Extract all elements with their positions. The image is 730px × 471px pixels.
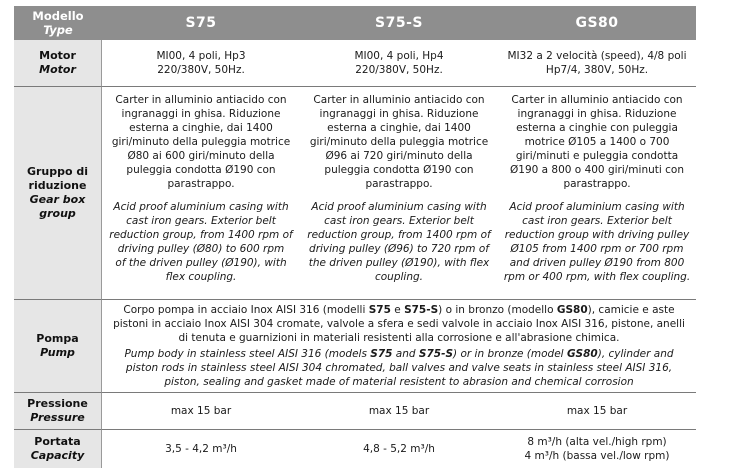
text-run: piston rods in stainless steel AISI 304 chromated, ball valves and valve seats in stainless steel AISI 316, <box>125 362 673 374</box>
capacity-s75s <box>300 430 498 468</box>
motor-row <box>14 40 696 87</box>
text-line: esterna a cinghie con puleggia <box>516 122 678 134</box>
text-line <box>108 317 690 331</box>
text-line: 4,8 - 5,2 m³/h <box>363 443 435 455</box>
capacity-label-en: Capacity <box>30 449 85 462</box>
motor-gs80-line: Hp7/4, 380V, 50Hz. <box>545 64 649 76</box>
text-run: and <box>392 348 419 360</box>
capacity-s75 <box>102 430 300 468</box>
pump-english <box>108 347 690 389</box>
model-name: GS80 <box>566 348 598 360</box>
text-line <box>108 303 690 317</box>
pump-label-en: Pump <box>40 346 75 359</box>
text-line: Acid proof aluminium casing with <box>509 201 685 213</box>
pressure-label-en: Pressure <box>30 411 85 424</box>
motor-s75 <box>102 40 300 87</box>
text-line: Ø105 from 1400 rpm or 700 rpm <box>510 243 684 255</box>
text-line: esterna a cinghie, dai 1400 <box>327 122 471 134</box>
gearbox-s75-english <box>102 200 300 284</box>
pump-row <box>14 300 696 393</box>
motor-s75-line: MI00, 4 poli, Hp3 <box>156 50 246 62</box>
motor-s75-line: 220/380V, 50Hz. <box>157 64 245 76</box>
pump-italian <box>108 303 690 345</box>
gearbox-gs80-italian <box>498 93 696 191</box>
text-line <box>108 361 690 375</box>
gearbox-gs80 <box>498 87 696 300</box>
gearbox-s75s-italian <box>300 93 498 191</box>
text-run: Corpo pompa in acciaio Inox AISI 316 (modelli <box>123 304 369 316</box>
text-run: ), cylinder and <box>597 348 674 360</box>
text-line: motrice Ø105 a 1400 o 700 <box>524 136 670 148</box>
text-line <box>108 375 690 389</box>
text-line: 4 m³/h (bassa vel./low rpm) <box>524 450 670 462</box>
text-run: ) or in bronze (model <box>453 348 567 360</box>
gearbox-label-en: Gear box group <box>29 193 86 220</box>
text-line: 3,5 - 4,2 m³/h <box>165 443 237 455</box>
text-line: Carter in alluminio antiacido con <box>115 94 287 106</box>
text-run: ), camicie e aste <box>587 304 675 316</box>
text-line: parastrappo. <box>365 178 433 190</box>
text-line: giri/minuto della puleggia motrice <box>309 136 489 148</box>
pressure-s75s: max 15 bar <box>300 393 498 430</box>
text-line: Carter in alluminio antiacido con <box>511 94 683 106</box>
text-line: driving pulley (Ø80) to 600 rpm <box>117 243 285 255</box>
pressure-label <box>14 393 102 430</box>
text-line: 8 m³/h (alta vel./high rpm) <box>527 436 667 448</box>
motor-s75s-line: 220/380V, 50Hz. <box>355 64 443 76</box>
motor-label-it: Motor <box>39 49 76 62</box>
motor-gs80 <box>498 40 696 87</box>
text-line: cast iron gears. Exterior belt <box>126 215 276 227</box>
spec-table <box>14 6 696 468</box>
model-name: S75 <box>370 348 393 360</box>
text-line: parastrappo. <box>563 178 631 190</box>
model-name: S75-S <box>404 304 439 316</box>
text-run: e <box>390 304 405 316</box>
pump-label <box>14 300 102 393</box>
motor-label <box>14 40 102 87</box>
text-line: ingranaggi in ghisa. Riduzione <box>121 108 281 120</box>
motor-gs80-line: MI32 a 2 velocità (speed), 4/8 poli <box>507 50 687 62</box>
pressure-gs80: max 15 bar <box>498 393 696 430</box>
text-line: and driven pulley Ø190 from 800 <box>509 257 685 269</box>
motor-label-en: Motor <box>39 63 76 76</box>
gearbox-s75-italian <box>102 93 300 191</box>
text-line: giri/minuti e puleggia condotta <box>515 150 679 162</box>
text-line: reduction group with driving pulley <box>504 229 690 241</box>
pressure-row <box>14 393 696 430</box>
text-run: pistoni in acciaio Inox AISI 304 cromate, valvole a sfera e sedi valvole in acciaio Inox AISI 316, pistone, anelli <box>113 318 685 330</box>
pressure-s75: max 15 bar <box>102 393 300 430</box>
text-line: reduction group, from 1400 rpm of <box>109 229 293 241</box>
capacity-row <box>14 430 696 468</box>
gearbox-s75s <box>300 87 498 300</box>
motor-s75s-line: MI00, 4 poli, Hp4 <box>354 50 444 62</box>
text-line: Carter in alluminio antiacido con <box>313 94 485 106</box>
model-header <box>14 6 102 40</box>
text-line: ingranaggi in ghisa. Riduzione <box>517 108 677 120</box>
text-run: piston, sealing and gasket made of material resistent to abrasion and chemical corrosion <box>164 376 634 388</box>
pressure-label-it: Pressione <box>27 397 88 410</box>
capacity-label <box>14 430 102 468</box>
model-label-it: Modello <box>32 9 84 23</box>
text-line: coupling. <box>374 271 423 283</box>
text-line: Ø80 ai 600 giri/minuto della <box>127 150 275 162</box>
model-s75s-header: S75-S <box>300 6 498 40</box>
text-line: rpm or 400 rpm, with flex coupling. <box>503 271 691 283</box>
text-line: reduction group, from 1400 rpm of <box>307 229 491 241</box>
gearbox-s75s-english <box>300 200 498 284</box>
text-line: flex coupling. <box>165 271 237 283</box>
text-line: of the driven pulley (Ø190), with <box>115 257 287 269</box>
text-line: puleggia condotta Ø190 con <box>126 164 276 176</box>
text-run: ) o in bronzo (modello <box>438 304 557 316</box>
text-run: Pump body in stainless steel AISI 316 (models <box>124 348 371 360</box>
text-line: giri/minuto della puleggia motrice <box>111 136 291 148</box>
model-gs80-header: GS80 <box>498 6 696 40</box>
text-line: cast iron gears. Exterior belt <box>522 215 672 227</box>
gearbox-s75 <box>102 87 300 300</box>
text-line: Ø96 ai 720 giri/minuto della <box>325 150 473 162</box>
model-s75-header: S75 <box>102 6 300 40</box>
model-name: S75-S <box>418 348 454 360</box>
capacity-label-it: Portata <box>34 435 81 448</box>
text-line: driving pulley (Ø96) to 720 rpm of <box>309 243 489 255</box>
text-line <box>108 347 690 361</box>
text-line: puleggia condotta Ø190 con <box>324 164 474 176</box>
model-name: GS80 <box>556 304 588 316</box>
capacity-gs80 <box>498 430 696 468</box>
motor-s75s <box>300 40 498 87</box>
text-line: cast iron gears. Exterior belt <box>324 215 474 227</box>
text-line: Acid proof aluminium casing with <box>311 201 487 213</box>
text-line: Ø190 a 800 o 400 giri/minuti con <box>510 164 684 176</box>
text-run: di tenuta e guarnizioni in materiali resistenti alla corrosione e all'abrasione chimica. <box>178 332 620 344</box>
gearbox-row <box>14 87 696 300</box>
text-line: esterna a cinghie, dai 1400 <box>129 122 273 134</box>
text-line: parastrappo. <box>167 178 235 190</box>
text-line: Acid proof aluminium casing with <box>113 201 289 213</box>
gearbox-gs80-english <box>498 200 696 284</box>
gearbox-label-it: Gruppo di riduzione <box>26 165 89 192</box>
text-line <box>108 331 690 345</box>
model-name: S75 <box>368 304 391 316</box>
text-line: ingranaggi in ghisa. Riduzione <box>319 108 479 120</box>
text-line: the driven pulley (Ø190), with flex <box>308 257 490 269</box>
header-row <box>14 6 696 40</box>
pump-label-it: Pompa <box>36 332 79 345</box>
gearbox-label <box>14 87 102 300</box>
model-label-en: Type <box>43 23 73 37</box>
pump-description <box>102 300 696 393</box>
